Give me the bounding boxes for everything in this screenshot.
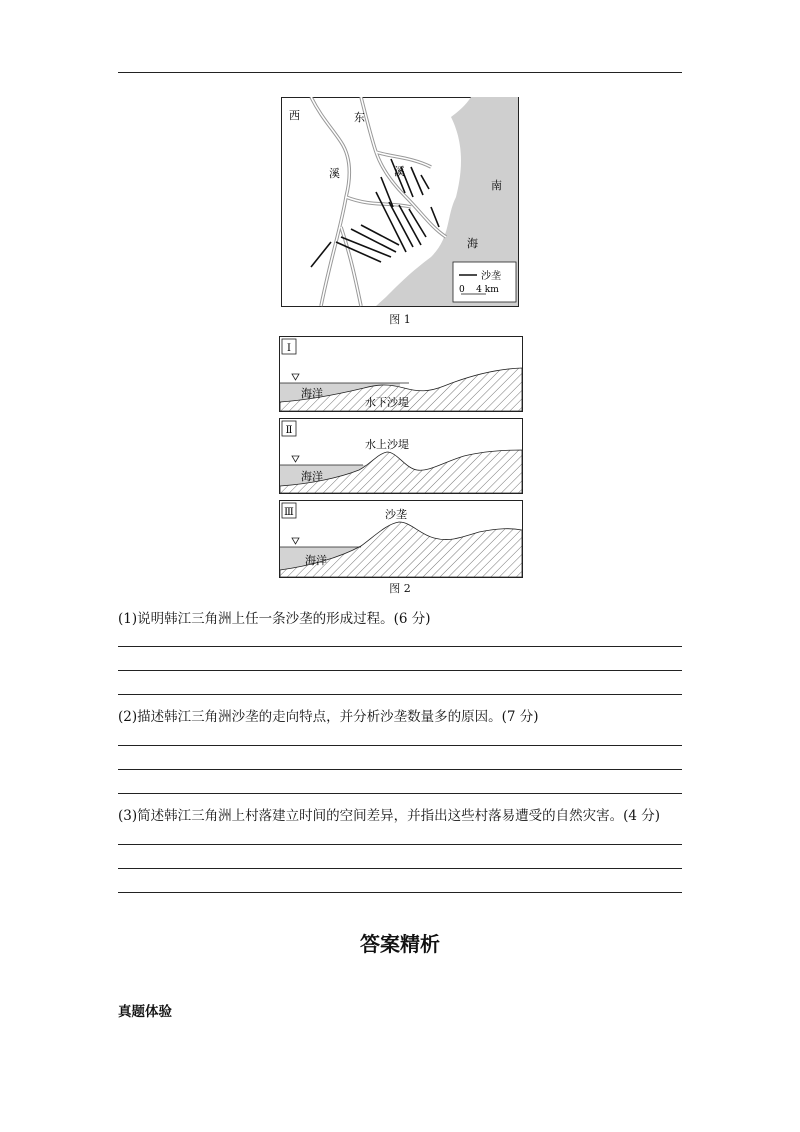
answer-line — [118, 844, 682, 845]
section-panel-1 — [280, 337, 523, 412]
section-panel-3 — [280, 501, 523, 578]
section-panel-2 — [280, 419, 523, 494]
answer-line — [118, 868, 682, 869]
answer-line — [118, 793, 682, 794]
top-rule — [118, 72, 682, 73]
answer-line — [118, 769, 682, 770]
label-west: 西 — [289, 109, 300, 122]
panel-1-feature: 水下沙堤 — [365, 396, 409, 409]
figure2-caption: 图 2 — [389, 582, 411, 595]
panel-3-ocean: 海洋 — [305, 554, 327, 567]
panel-2-feature: 水上沙堤 — [365, 438, 409, 451]
answer-line — [118, 670, 682, 671]
label-east: 东 — [354, 111, 365, 124]
label-south: 南 — [491, 179, 502, 192]
answer-line — [118, 745, 682, 746]
panel-2-numeral: Ⅱ — [285, 425, 293, 436]
question-1: (1)说明韩江三角洲上任一条沙垄的形成过程。(6 分) — [118, 611, 431, 627]
answer-line — [118, 892, 682, 893]
legend-item: 沙垄 — [481, 271, 501, 282]
panel-3-feature: 沙垄 — [385, 508, 407, 521]
answer-subtitle: 真题体验 — [118, 1004, 172, 1020]
label-sea: 海 — [467, 237, 478, 250]
panel-3-numeral: Ⅲ — [284, 507, 294, 518]
panel-1-ocean: 海洋 — [301, 387, 323, 400]
legend-scale: 0 4 km — [459, 285, 499, 295]
answer-line — [118, 694, 682, 695]
label-xi-left: 溪 — [329, 167, 340, 180]
legend — [453, 262, 516, 302]
figure1-caption: 图 1 — [389, 313, 411, 326]
panel-1-numeral: Ⅰ — [287, 343, 291, 354]
answer-line — [118, 646, 682, 647]
panel-2-ocean: 海洋 — [301, 470, 323, 483]
question-2: (2)描述韩江三角洲沙垄的走向特点，并分析沙垄数量多的原因。(7 分) — [118, 709, 539, 725]
figure2-sections — [279, 336, 523, 578]
label-xi-right: 溪 — [394, 165, 405, 178]
question-3: (3)简述韩江三角洲上村落建立时间的空间差异，并指出这些村落易遭受的自然灾害。(4 分) — [118, 808, 661, 824]
figure1-map — [281, 97, 519, 307]
answer-title: 答案精析 — [360, 932, 440, 956]
